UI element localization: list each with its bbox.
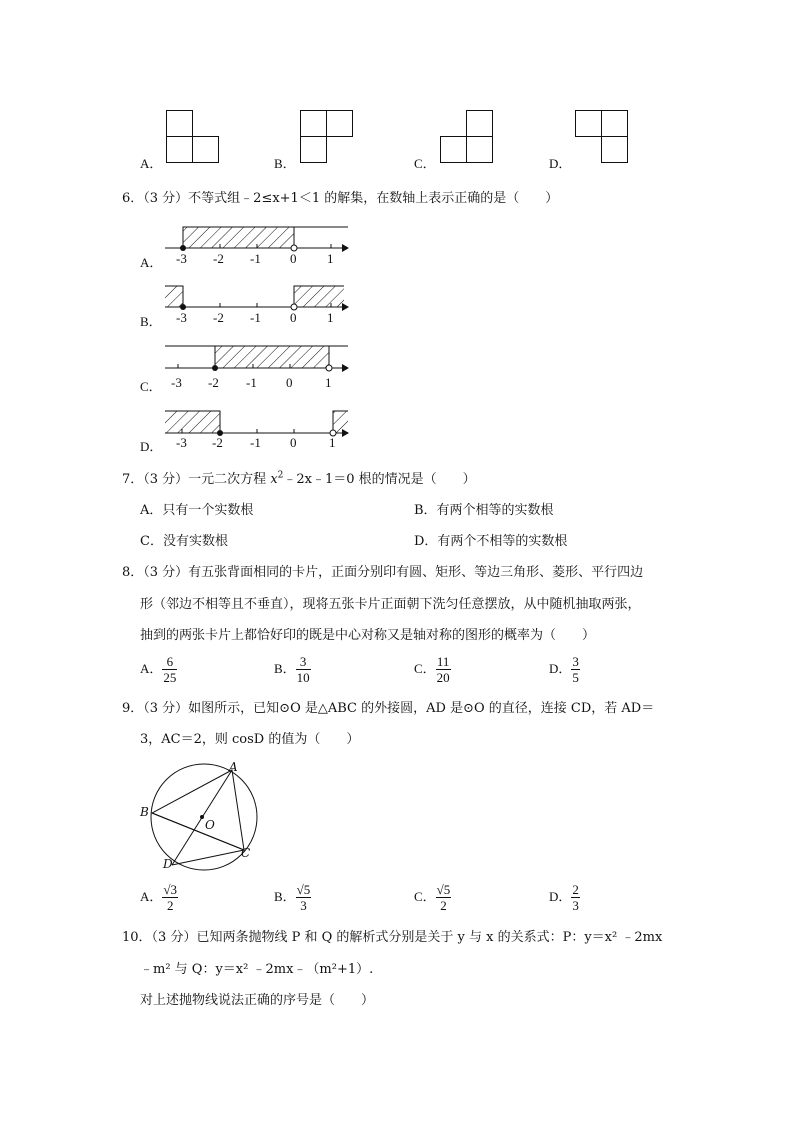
- q9-label-a: A: [229, 760, 238, 774]
- q8-option-a: A． $\frac{6}{25}$: [140, 654, 177, 685]
- q6-stem: 6．（3 分）不等式组﹣2≤x+1＜1 的解集，在数轴上表示正确的是（ ）: [122, 191, 559, 206]
- q8-option-c: C． $\frac{11}{20}$: [414, 654, 450, 685]
- q8-stem-line1: 8．（3 分）有五张背面相同的卡片，正面分别印有圆、矩形、等边三角形、菱形、平行四边: [122, 565, 644, 580]
- q9-option-c: C． $\frac{√5}{2}$: [414, 882, 451, 913]
- q6c-tick: 1: [325, 375, 332, 390]
- q5-option-c-letter: C．: [414, 156, 436, 171]
- q6d-tick: -1: [250, 435, 261, 450]
- q10-stem-line1: 10．（3 分）已知两条抛物线 P 和 Q 的解析式分别是关于 y 与 x 的关系式：P：y＝x² ﹣2mx: [122, 930, 663, 945]
- q8-option-b: B． $\frac{3}{10}$: [274, 654, 310, 685]
- q9-label-d: D: [163, 857, 173, 871]
- q6-option-b-letter: B．: [140, 314, 162, 329]
- q7-option-b: B．有两个相等的实数根: [414, 503, 554, 518]
- q5-option-d-letter: D．: [549, 156, 572, 171]
- q9-stem-line1: 9．（3 分）如图所示，已知⊙O 是△ABC 的外接圆，AD 是⊙O 的直径，连接 CD，若 AD＝: [122, 701, 655, 716]
- q9-label-b: B: [140, 805, 149, 819]
- q7-option-d: D．有两个不相等的实数根: [414, 534, 568, 549]
- q6b-tick: -1: [250, 310, 261, 325]
- q6a-tick: -1: [250, 251, 261, 266]
- q6c-tick: -2: [208, 375, 219, 390]
- q9-label-c: C: [241, 846, 251, 860]
- fraction: $\frac{3}{10}$: [296, 654, 310, 685]
- q9-label-o: O: [205, 818, 215, 832]
- q9-option-b: B． $\frac{√5}{3}$: [274, 882, 311, 913]
- q6a-tick: -2: [213, 251, 224, 266]
- q6d-tick: 1: [329, 435, 336, 450]
- q7-option-c: C．没有实数根: [140, 534, 228, 549]
- q6c-tick: -3: [171, 375, 182, 390]
- fraction: $\frac{√5}{3}$: [296, 882, 311, 913]
- q10-stem-line3: 对上述抛物线说法正确的序号是（ ）: [140, 993, 375, 1008]
- q8-stem-line3: 抽到的两张卡片上都恰好印的既是中心对称又是轴对称的图形的概率为（ ）: [140, 628, 596, 643]
- q6-option-c-letter: C．: [140, 379, 162, 394]
- q6c-tick: 0: [286, 375, 293, 390]
- q9-option-d: D． $\frac{2}{3}$: [549, 882, 579, 913]
- q7-stem: 7．（3 分）一元二次方程 $x^2﹣2x﹣1=0$ 根的情况是（ ）: [122, 470, 476, 487]
- fraction: $\frac{2}{3}$: [572, 882, 579, 913]
- q8-option-d: D． $\frac{3}{5}$: [549, 654, 579, 685]
- q6d-tick: -3: [176, 435, 187, 450]
- q6d-tick: 0: [290, 435, 297, 450]
- q7-option-a: A．只有一个实数根: [140, 503, 254, 518]
- q6a-tick: -3: [176, 251, 187, 266]
- q5-figure-b: [300, 110, 356, 166]
- q6c-tick: -1: [246, 375, 257, 390]
- q9-stem-line2: 3，AC＝2，则 cosD 的值为（ ）: [140, 732, 360, 747]
- q5-figure-d: [575, 110, 631, 166]
- q5-figure-a: [166, 110, 222, 166]
- q6-option-d-letter: D．: [140, 439, 163, 454]
- q6b-tick: -2: [213, 310, 224, 325]
- q5-option-b-letter: B．: [274, 156, 296, 171]
- q6a-tick: 0: [290, 251, 297, 266]
- q6d-tick: -2: [212, 435, 223, 450]
- fraction: $\frac{11}{20}$: [436, 654, 450, 685]
- q6b-tick: -3: [176, 310, 187, 325]
- q6b-tick: 0: [290, 310, 297, 325]
- q10-stem-line2: ﹣m² 与 Q：y＝x² ﹣2mx﹣（m²+1）.: [140, 962, 374, 977]
- q6a-tick: 1: [327, 251, 334, 266]
- q9-option-a: A． $\frac{√3}{2}$: [140, 882, 178, 913]
- q5-figure-c: [440, 110, 496, 166]
- q5-option-a-letter: A．: [140, 156, 163, 171]
- fraction: $\frac{√3}{2}$: [163, 882, 178, 913]
- fraction: $\frac{6}{25}$: [163, 654, 177, 685]
- q6-option-a-letter: A．: [140, 255, 163, 270]
- fraction: $\frac{√5}{2}$: [436, 882, 451, 913]
- q8-stem-line2: 形（邻边不相等且不垂直），现将五张卡片正面朝下洗匀任意摆放，从中随机抽取两张，: [140, 597, 641, 612]
- fraction: $\frac{3}{5}$: [572, 654, 579, 685]
- q6b-tick: 1: [327, 310, 334, 325]
